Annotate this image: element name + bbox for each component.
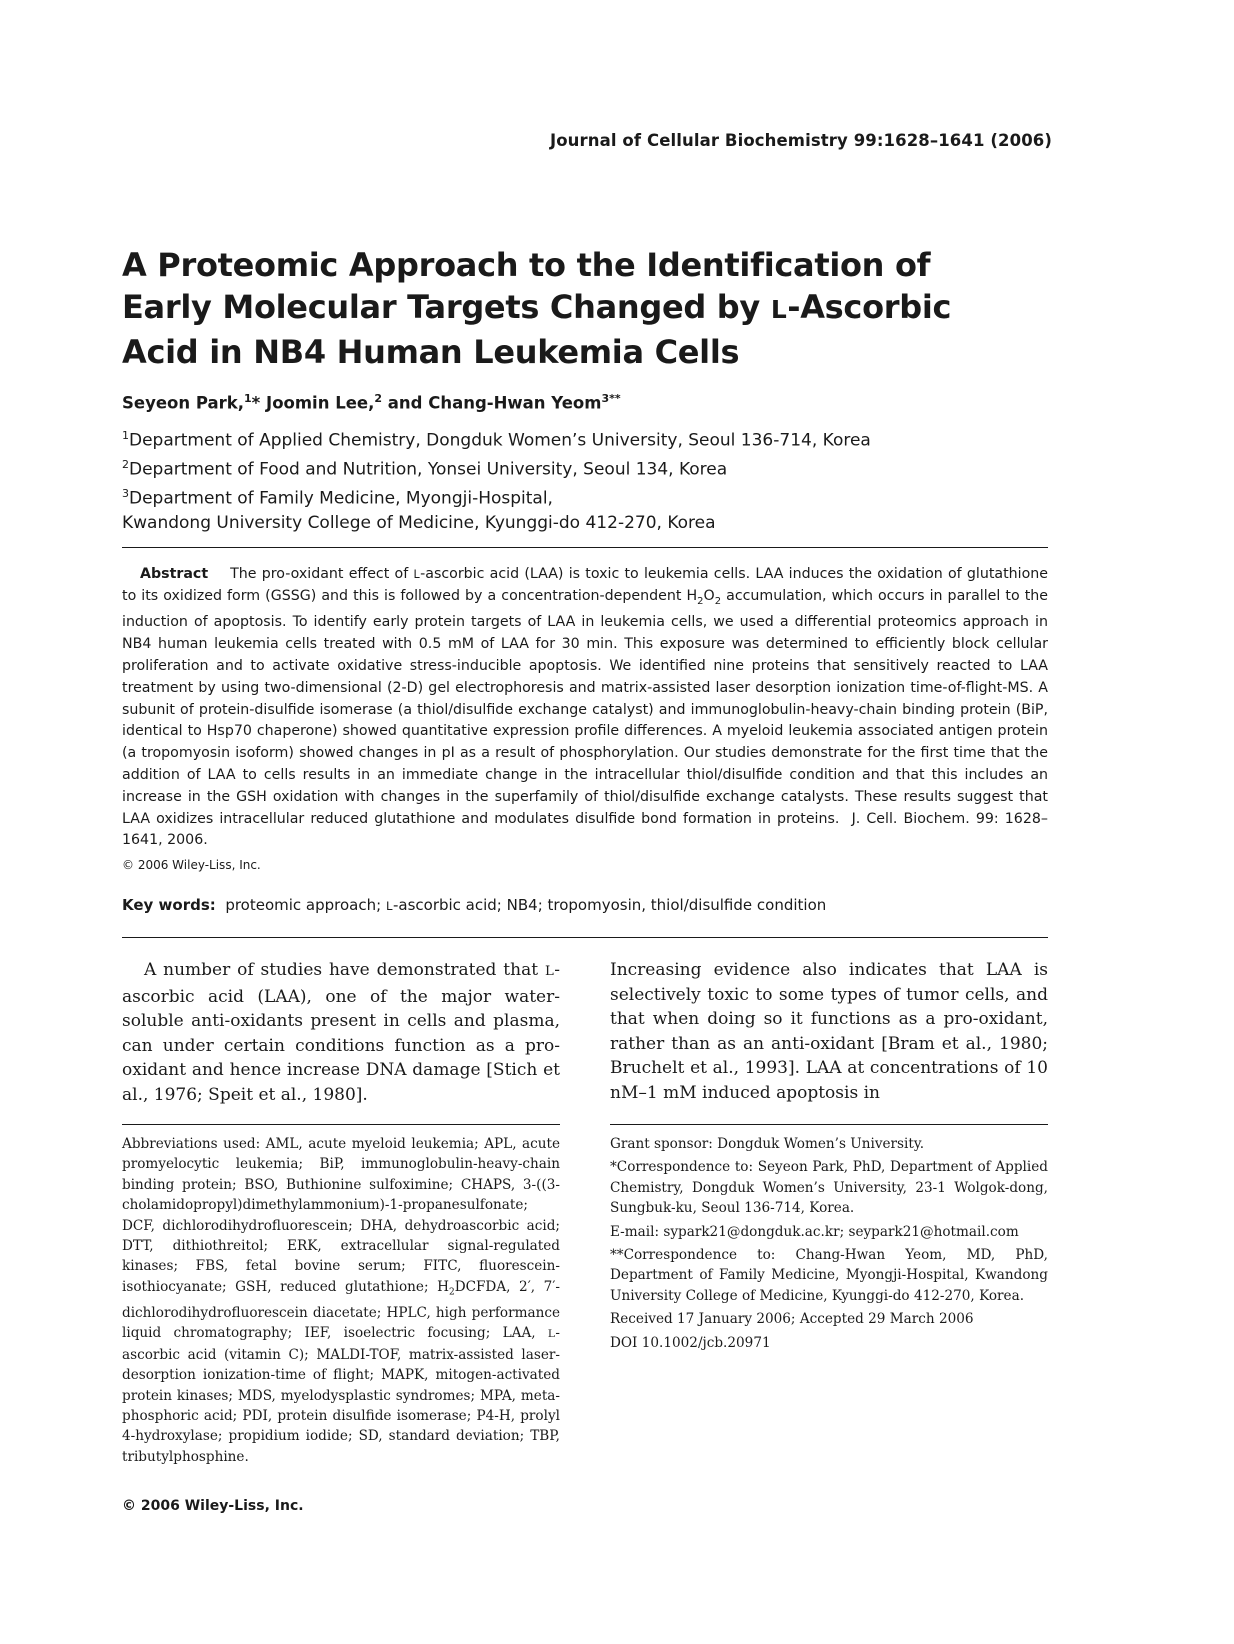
abbrev-text-2: DCFDA, 2′, 7′-dichlorodihydrofluorescein diacetate; HPLC, high performance liquid chromatography; IEF, isoelectric focusing; LAA, [122,1278,561,1342]
affiliation-1-sup: 1 [122,429,129,442]
abstract-text-2: -ascorbic acid (LAA) is toxic to leukemia cells. LAA induces the oxidation of glutathione to its oxidized form (GSSG) and this is followed by a concentration-dependent H [122,566,1049,604]
abstract-copyright: © 2006 Wiley-Liss, Inc. [122,858,261,872]
received-dates: Received 17 January 2006; Accepted 29 March 2006 [610,1311,974,1328]
keywords [122,896,826,914]
author-1: Seyeon Park, [122,393,245,413]
affiliations [122,424,871,536]
abstract-sc: L [413,568,421,581]
body-left-sc: L [544,964,555,979]
abbreviations-footnote [122,1134,560,1467]
abbrev-text-1: Abbreviations used: AML, acute myeloid leukemia; APL, acute promyelocytic leukemia; BiP, immunoglobulin-heavy-chain binding protein; BSO, Buthionine sulfoximine; CHAPS, 3-((3-cholamidopropyl)dimethylammonium)-1-propanesulfonate; DCF, dichlorodihydrofluorescein; DHA, dehydroascorbic acid; DTT, dithiothreitol; ERK, extracellular signal-regulated kinases; FBS, fetal bovine serum; FITC, fluorescein-isothiocyanate; GSH, reduced glutathione; H [122,1136,560,1295]
author-3-mark: ** [609,392,621,405]
body-left-text-2: -ascorbic acid (LAA), one of the major water-soluble anti-oxidants present in cells and plasma, can under certain conditions function as a pro-oxidant and hence increase DNA damage [Stich et al., 1976; Speit et al., 1980]. [122,960,560,1105]
footnote-rule-right [610,1124,1048,1125]
abstract-text-3: O [703,587,715,604]
abbrev-text-3: -ascorbic acid (vitamin C); MALDI-TOF, matrix-assisted laser-desorption ionization-time of flight; MAPK, mitogen-activated protein kinases; MDS, myelodysplastic syndromes; MPA, meta-phosphoric acid; PDI, protein disulfide isomerase; P4-H, prolyl 4-hydroxylase; propidium iodide; SD, standard deviation; TBP, tributylphosphine. [122,1325,560,1465]
author-3-sup: 3 [601,392,610,405]
journal-header: Journal of Cellular Biochemistry 99:1628–1641 (2006) [549,131,1052,150]
body-column-right: Increasing evidence also indicates that LAA is selectively toxic to some types of tumor cells, and that when doing so it functions as a pro-oxidant, rather than as an anti-oxidant [Bram et al., 1980; Bruchelt et al., 1993]. LAA at concentrations of 10 nM–1 mM induced apoptosis in [610,960,1048,1103]
footnote-rule-left [122,1124,560,1125]
abbrev-sc: L [547,1328,556,1341]
author-1-sup: 1 [244,392,252,405]
author-list [122,392,621,413]
author-1-mark: * [251,393,261,413]
keywords-text-1: proteomic approach; [225,896,386,914]
title-line-2-start: Early Molecular Targets Changed by [122,288,771,326]
body-left-text-1: A number of studies have demonstrated that [144,960,545,980]
abstract-text-1: The pro-oxidant effect of [230,566,414,582]
affiliation-3-sup: 3 [122,487,129,501]
footer-copyright: © 2006 Wiley-Liss, Inc. [122,1498,304,1514]
affiliation-2 [122,453,871,482]
title-line-1: A Proteomic Approach to the Identification of [122,246,931,284]
abbrev-sub: 2 [448,1287,455,1298]
affiliation-3-cont [122,511,871,536]
article-title [122,244,1042,373]
affiliation-2-text: Department of Food and Nutrition, Yonsei University, Seoul 134, Korea [129,459,728,480]
affiliation-1-text: Department of Applied Chemistry, Dongduk Women’s University, Seoul 136-714, Korea [129,430,871,451]
abstract-text-4: accumulation, which occurs in parallel to the induction of apoptosis. To identify early protein targets of LAA in leukemia cells, we used a differential proteomics approach in NB4 human leukemia cells treated with 0.5 mM of LAA for 30 min. This exposure was determined to efficiently block cellular proliferation and to activate oxidative stress-inducible apoptosis. We identified nine proteins that sensitively reacted to LAA treatment by using two-dimensional (2-D) gel electrophoresis and matrix-assisted laser desorption ionization time-of-flight-MS. A subunit of protein-disulfide isomerase (a thiol/disulfide exchange catalyst) and immunoglobulin-heavy-chain binding protein (BiP, identical to Hsp70 chaperone) showed quantitative expression profile differences. A myeloid leukemia associated antigen protein (a tropomyosin isoform) showed changes in pI as a result of phosphorylation. Our studies demonstrate for the first time that the addition of LAA to cells results in an immediate change in the intracellular thiol/disulfide condition and that this includes an increase in the GSH oxidation with changes in the superfamily of thiol/disulfide exchange catalysts. These results suggest that LAA oxidizes intracellular reduced glutathione and modulates disulfide bond formation in proteins. [122,587,1048,827]
correspondence-1: *Correspondence to: Seyeon Park, PhD, Department of Applied Chemistry, Dongduk Women’s University, 23-1 Wolgok-dong, Sungbuk-ku, Seoul 136-714, Korea. [610,1159,1048,1217]
author-2: Joomin Lee, [260,393,375,413]
abstract-sub-1: 2 [697,595,704,607]
affiliation-3 [122,482,871,511]
correspondence-footnote [610,1134,1048,1356]
small-caps-l: L [770,295,788,324]
affiliation-2-sup: 2 [122,458,129,472]
title-line-3: Acid in NB4 Human Leukemia Cells [122,333,740,371]
divider-body [122,937,1048,938]
title-line-2-end: -Ascorbic [787,288,952,326]
keywords-sc: L [385,899,393,913]
body-column-left [122,958,560,1107]
abstract [122,564,1048,852]
grant-sponsor: Grant sponsor: Dongduk Women’s University. [610,1136,925,1152]
correspondence-2: **Correspondence to: Chang-Hwan Yeom, MD, PhD, Department of Family Medicine, Myongji-Hospital, Kwandong University College of Medicine, Kyunggi-do 412-270, Korea. [610,1247,1048,1304]
email-line: E-mail: sypark21@dongduk.ac.kr; seypark21@hotmail.com [610,1223,1019,1240]
title-line-2 [122,286,1042,331]
abstract-citation: J. Cell. Biochem. 99: 1628–1641, 2006. [122,810,1048,849]
author-3: and Chang-Hwan Yeom [382,393,602,413]
divider-top [122,547,1048,548]
abstract-label: Abstract [140,566,209,582]
affiliation-3-cont-text: Kwandong University College of Medicine, Kyunggi-do 412-270, Korea [122,513,716,534]
author-2-sup: 2 [374,392,383,405]
keywords-text-2: -ascorbic acid; NB4; tropomyosin, thiol/disulfide condition [392,896,827,914]
keywords-label: Key words: [122,896,216,914]
abstract-sub-2: 2 [714,595,722,607]
affiliation-1 [122,424,871,453]
affiliation-3-text: Department of Family Medicine, Myongji-Hospital, [129,488,553,509]
doi: DOI 10.1002/jcb.20971 [610,1334,771,1351]
